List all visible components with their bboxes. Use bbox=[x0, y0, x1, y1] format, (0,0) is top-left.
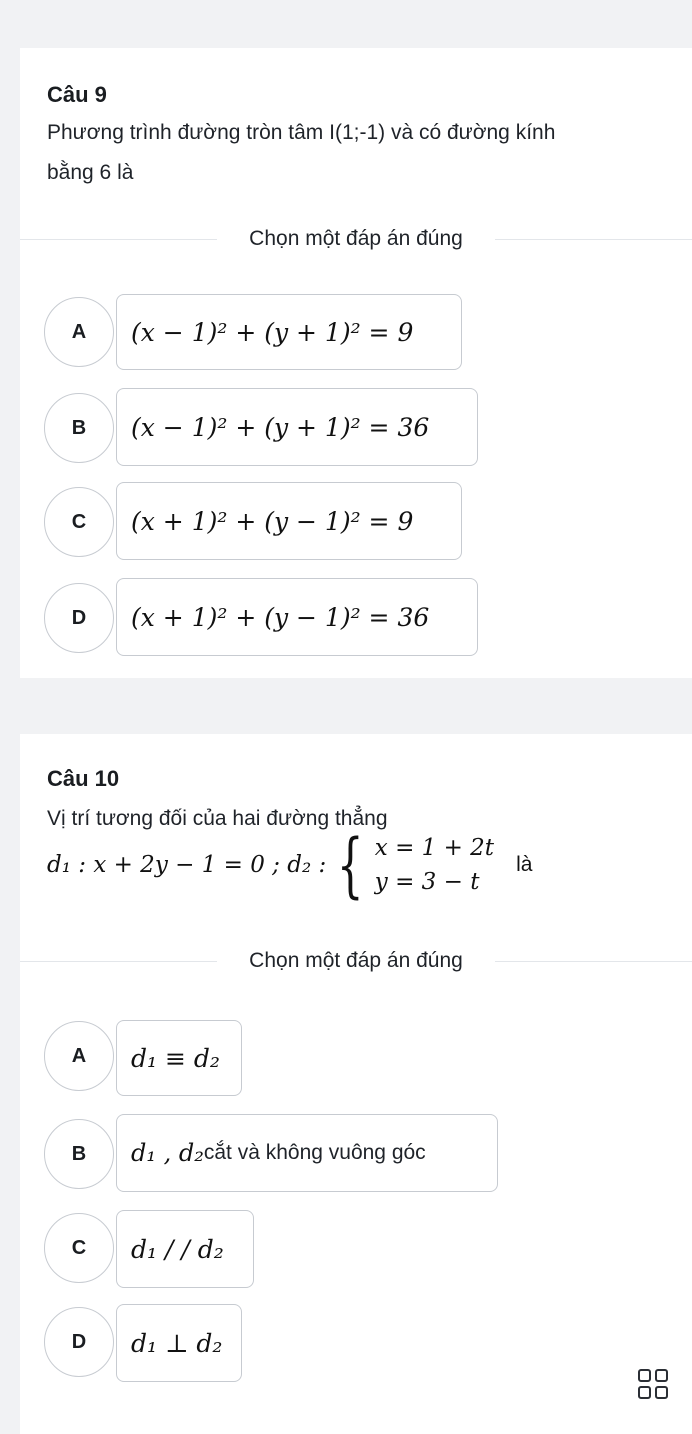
option-d-answer[interactable] bbox=[116, 1304, 242, 1382]
option-b[interactable] bbox=[44, 1114, 114, 1194]
answer-formula: d₁ ≡ d₂ bbox=[131, 1043, 220, 1073]
answer-formula: (x + 1)² + (y − 1)² = 9 bbox=[131, 506, 414, 536]
answer-prompt-divider bbox=[20, 224, 692, 254]
option-letter[interactable]: C bbox=[44, 1213, 114, 1283]
answer-prompt: Chọn một đáp án đúng bbox=[249, 227, 463, 250]
system-line-x: x = 1 + 2t bbox=[374, 835, 495, 861]
option-letter[interactable]: D bbox=[44, 1307, 114, 1377]
option-a-answer[interactable] bbox=[116, 294, 462, 370]
option-d[interactable] bbox=[44, 1302, 114, 1382]
question-title: Câu 9 bbox=[47, 82, 107, 107]
answer-prompt-divider bbox=[20, 946, 692, 976]
option-a[interactable] bbox=[44, 292, 114, 372]
option-letter[interactable]: D bbox=[44, 583, 114, 653]
equation-suffix: là bbox=[516, 853, 533, 876]
option-letter[interactable]: B bbox=[44, 393, 114, 463]
grid-cell bbox=[655, 1386, 668, 1399]
line-equations bbox=[47, 824, 533, 906]
grid-icon[interactable] bbox=[638, 1369, 672, 1399]
option-letter[interactable]: A bbox=[44, 297, 114, 367]
answer-formula: (x − 1)² + (y + 1)² = 9 bbox=[131, 317, 414, 347]
question-title: Câu 10 bbox=[47, 766, 120, 791]
option-letter[interactable]: C bbox=[44, 487, 114, 557]
divider-line-right bbox=[495, 961, 692, 962]
option-c-answer[interactable] bbox=[116, 482, 462, 560]
answer-formula: (x + 1)² + (y − 1)² = 36 bbox=[131, 602, 430, 632]
answer-formula: d₁ , d₂ bbox=[131, 1139, 204, 1167]
question-card-9 bbox=[20, 48, 692, 678]
divider-line-left bbox=[20, 239, 217, 240]
answer-text: cắt và không vuông góc bbox=[203, 1141, 426, 1164]
option-letter[interactable]: A bbox=[44, 1021, 114, 1091]
option-b[interactable] bbox=[44, 388, 114, 468]
equation-d1-d2: d₁ : x + 2y − 1 = 0 ; d₂ : bbox=[47, 852, 327, 878]
question-text-line1: Phương trình đường tròn tâm I(1;-1) và có đường kính bbox=[47, 121, 556, 144]
option-c[interactable] bbox=[44, 482, 114, 562]
answer-formula: d₁ ⊥ d₂ bbox=[131, 1328, 223, 1358]
answer-formula: (x − 1)² + (y + 1)² = 36 bbox=[131, 412, 430, 442]
option-b-answer[interactable] bbox=[116, 1114, 498, 1192]
divider-line-left bbox=[20, 961, 217, 962]
divider-line-right bbox=[495, 239, 692, 240]
option-letter[interactable]: B bbox=[44, 1119, 114, 1189]
option-d-answer[interactable] bbox=[116, 578, 478, 656]
system-brace: { bbox=[337, 824, 364, 906]
option-c-answer[interactable] bbox=[116, 1210, 254, 1288]
option-a-answer[interactable] bbox=[116, 1020, 242, 1096]
grid-cell bbox=[638, 1369, 651, 1382]
option-b-answer[interactable] bbox=[116, 388, 478, 466]
answer-prompt: Chọn một đáp án đúng bbox=[249, 949, 463, 972]
answer-formula: d₁ / / d₂ bbox=[131, 1234, 224, 1264]
system-line-y: y = 3 − t bbox=[374, 869, 480, 895]
option-a[interactable] bbox=[44, 1016, 114, 1096]
parametric-system bbox=[375, 831, 494, 899]
question-text-line1: Vị trí tương đối của hai đường thẳng bbox=[47, 807, 388, 830]
question-card-10 bbox=[20, 734, 692, 1434]
option-d[interactable] bbox=[44, 578, 114, 658]
grid-cell bbox=[655, 1369, 668, 1382]
option-c[interactable] bbox=[44, 1208, 114, 1288]
question-text-line2: bằng 6 là bbox=[47, 161, 134, 184]
grid-cell bbox=[638, 1386, 651, 1399]
